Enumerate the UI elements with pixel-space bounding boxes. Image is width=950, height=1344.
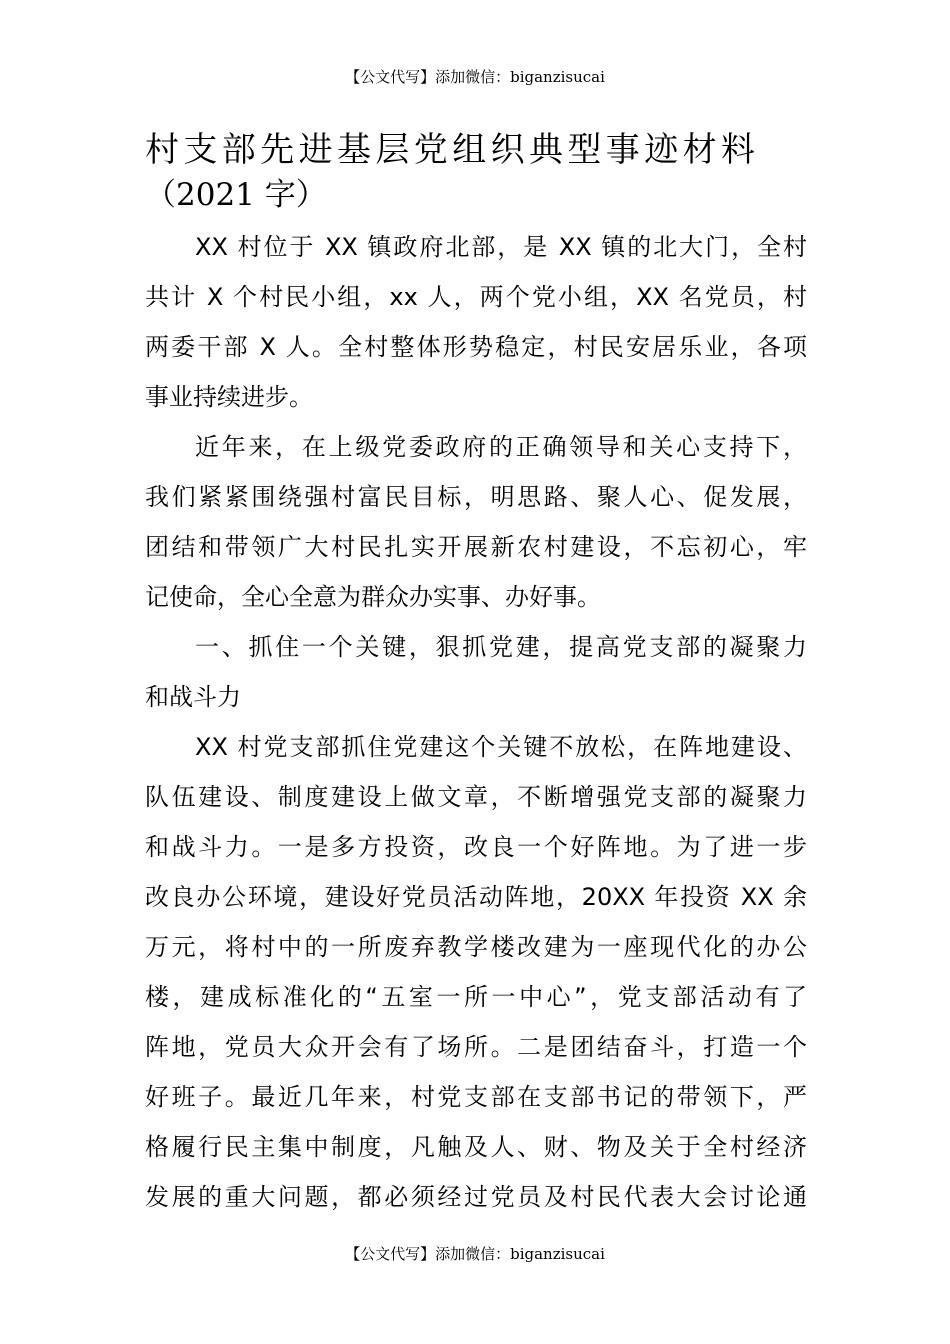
paragraph-line: 共计 X 个村民小组，xx 人，两个党小组，XX 名党员，村 (145, 283, 807, 311)
paragraph-line: XX 村位于 XX 镇政府北部，是 XX 镇的北大门，全村 (195, 233, 807, 261)
paragraph-line: 阵地，党员大众开会有了场所。二是团结奋斗，打造一个 (145, 1033, 807, 1061)
paragraph-line: 格履行民主集中制度，凡触及人、财、物及关于全村经济 (145, 1133, 807, 1161)
paragraph-background (145, 422, 807, 622)
page-footer: 【公文代写】添加微信：biganzisucai (345, 1245, 605, 1263)
paragraph-line: 我们紧紧围绕强村富民目标，明思路、聚人心、促发展， (145, 483, 807, 511)
document-body (145, 128, 807, 1222)
paragraph-line: 和战斗力。一是多方投资，改良一个好阵地。为了进一步 (145, 833, 807, 861)
paragraph-line: 队伍建设、制度建设上做文章，不断增强党支部的凝聚力 (145, 783, 807, 811)
section-heading-1 (145, 622, 807, 722)
document-subtitle: （2021 字） (145, 177, 327, 213)
paragraph-line: 记使命，全心全意为群众办实事、办好事。 (145, 583, 601, 611)
paragraph-line: 近年来，在上级党委政府的正确领导和关心支持下， (195, 433, 807, 461)
paragraph-party-building (145, 722, 807, 1222)
paragraph-line: 团结和带领广大村民扎实开展新农村建设，不忘初心，牢 (145, 533, 807, 561)
page-header: 【公文代写】添加微信：biganzisucai (345, 68, 605, 86)
paragraph-line: 两委干部 X 人。全村整体形势稳定，村民安居乐业，各项 (145, 333, 807, 361)
section-heading-line: 和战斗力 (145, 683, 241, 711)
paragraph-line: XX 村党支部抓住党建这个关键不放松，在阵地建设、 (195, 733, 807, 761)
paragraph-line: 万元，将村中的一所废弃教学楼改建为一座现代化的办公 (145, 933, 807, 961)
paragraph-line: 楼，建成标准化的“五室一所一中心”，党支部活动有了 (145, 983, 807, 1011)
paragraph-line: 发展的重大问题，都必须经过党员及村民代表大会讨论通 (145, 1183, 807, 1211)
paragraph-line: 改良办公环境，建设好党员活动阵地，20XX 年投资 XX 余 (145, 883, 807, 911)
paragraph-line: 事业持续进步。 (145, 383, 313, 411)
paragraph-line: 好班子。最近几年来，村党支部在支部书记的带领下，严 (145, 1083, 807, 1111)
paragraph-intro (145, 222, 807, 422)
section-heading-line: 一、抓住一个关键，狠抓党建，提高党支部的凝聚力 (195, 633, 807, 661)
document-title: 村支部先进基层党组织典型事迹材料 (145, 130, 760, 170)
